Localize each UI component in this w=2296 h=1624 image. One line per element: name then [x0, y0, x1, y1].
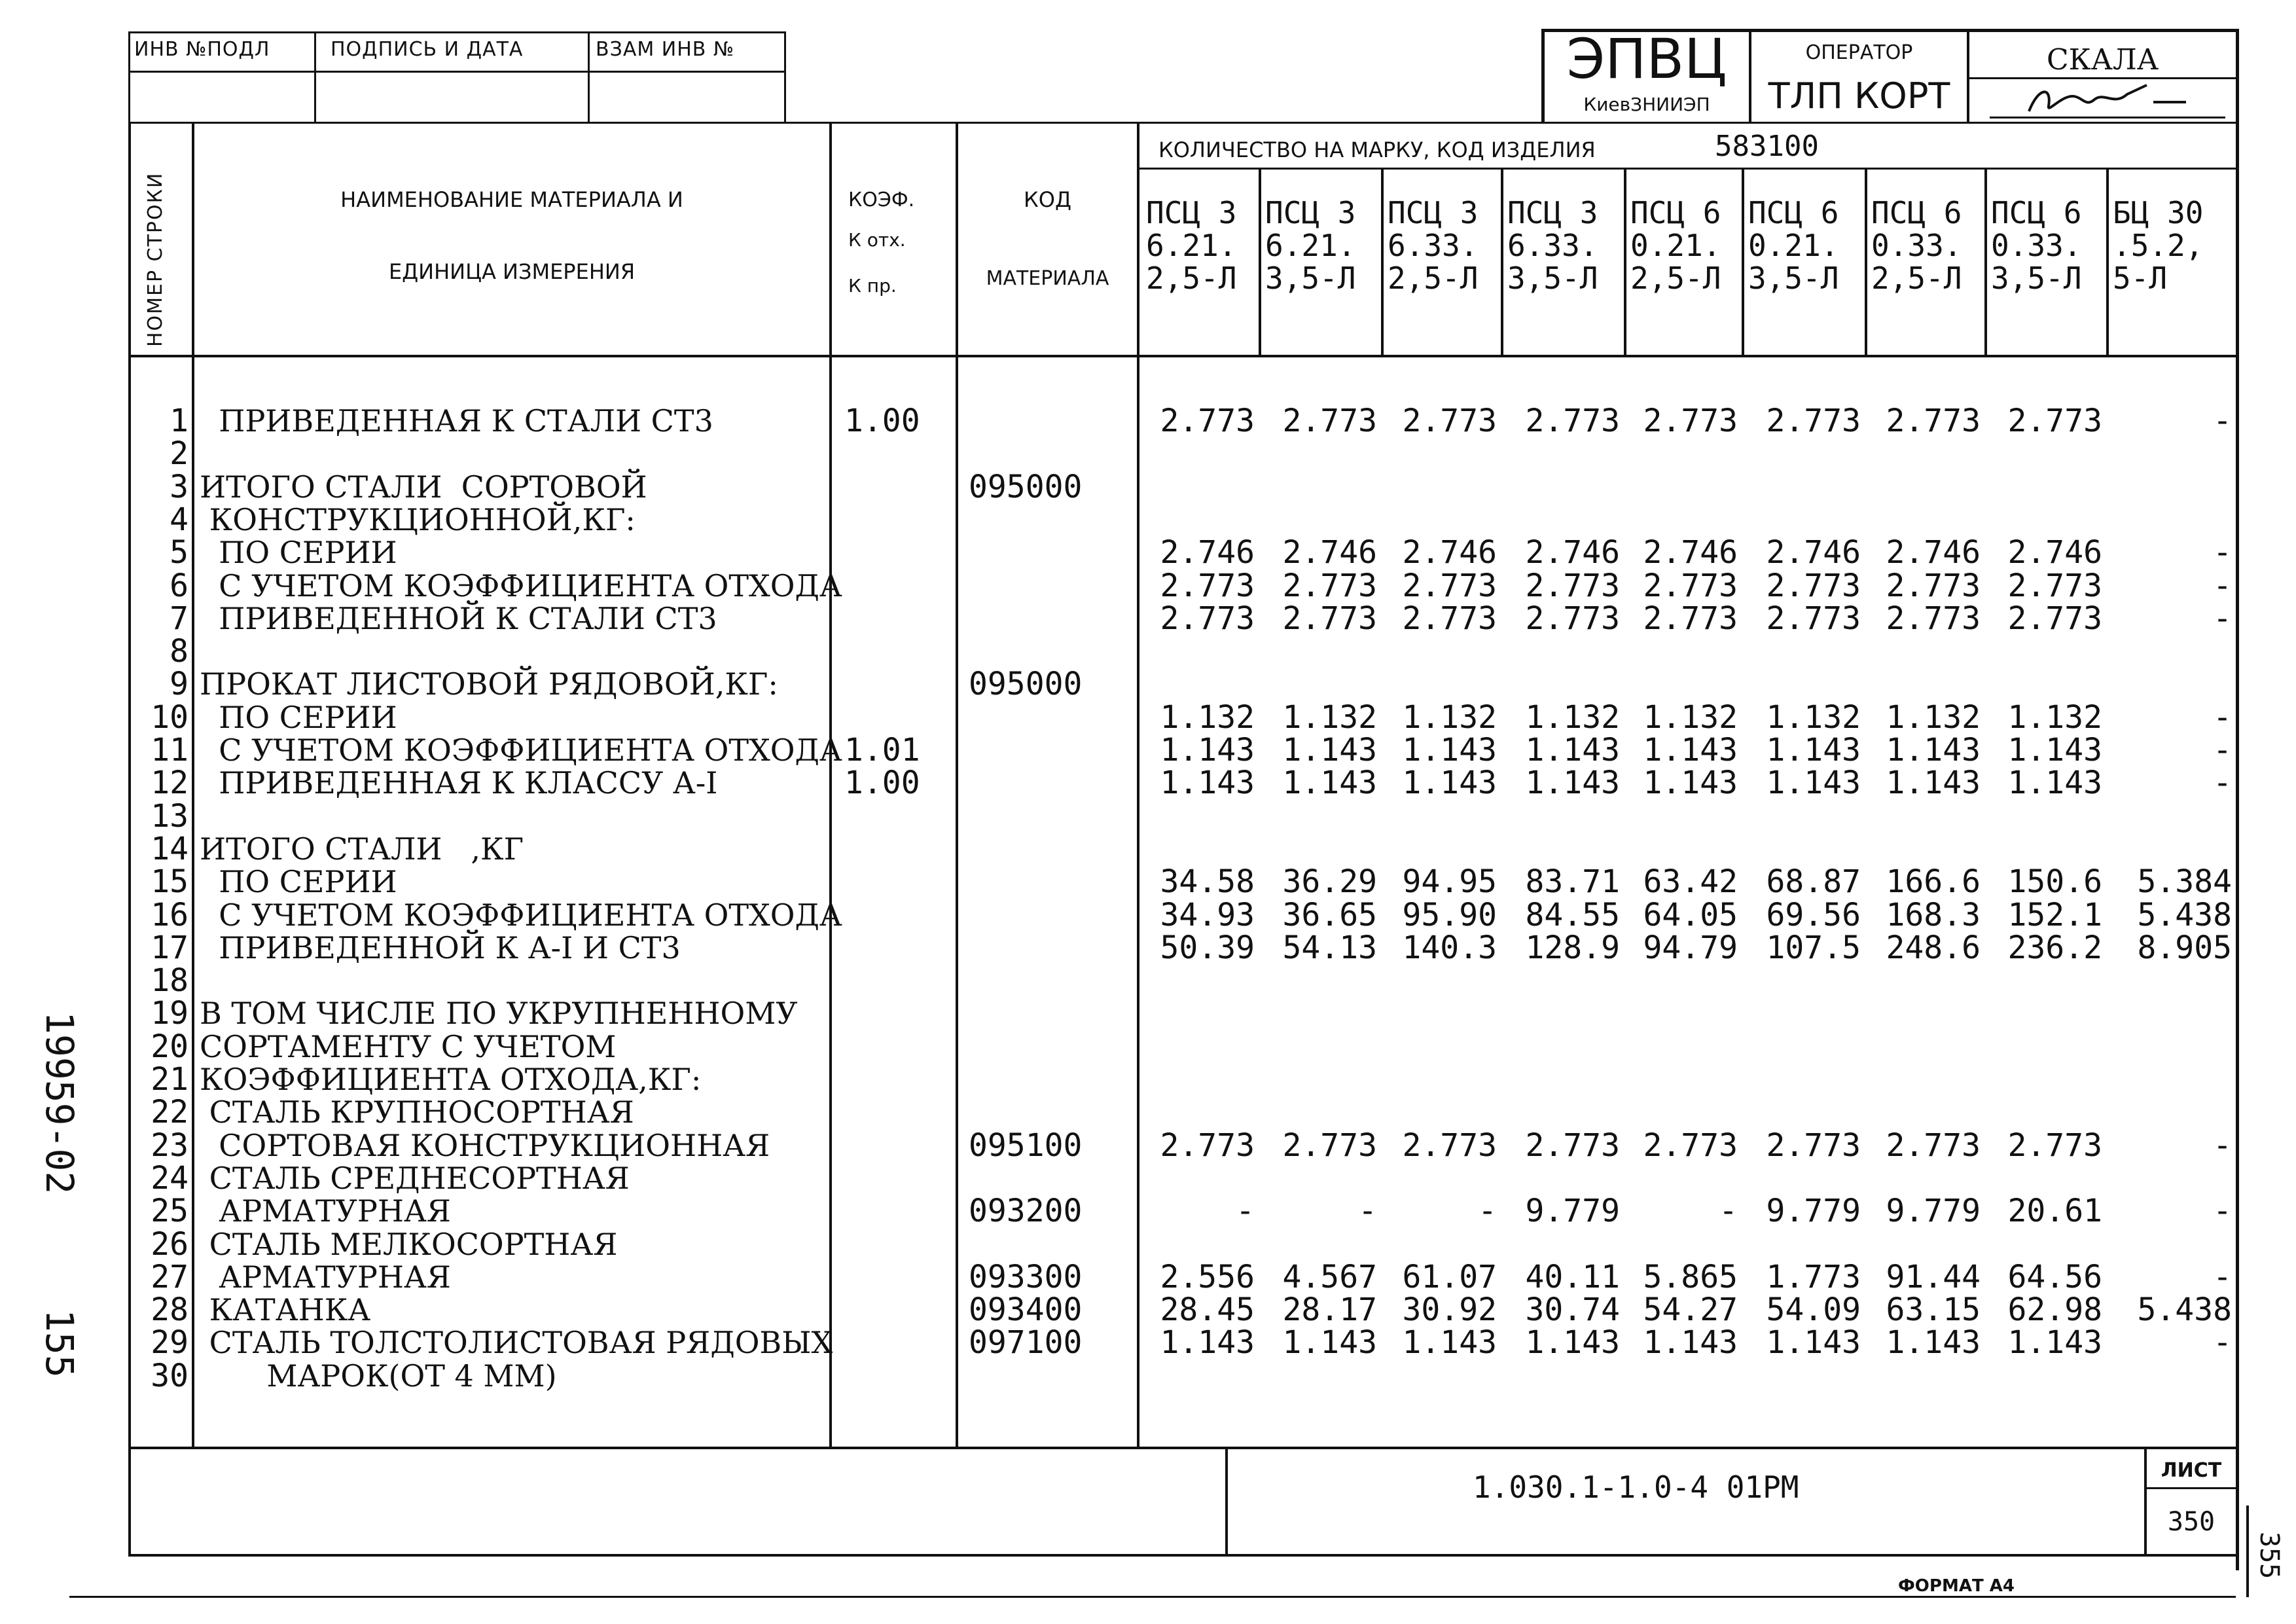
coef-header-3: К пр. — [848, 275, 897, 297]
quantity-value: - — [2213, 1259, 2232, 1295]
product-column-header: 2,5-Л — [1146, 261, 1237, 296]
quantity-value: 2.746 — [1282, 534, 1377, 571]
quantity-value: 2.746 — [1766, 534, 1861, 571]
quantity-value: 40.11 — [1525, 1259, 1620, 1295]
product-column-header: 3,5-Л — [1507, 261, 1598, 296]
quantity-value: 2.773 — [1282, 1127, 1377, 1164]
product-column-header: 0.21. — [1748, 228, 1839, 263]
quantity-value: 1.143 — [2007, 765, 2102, 801]
quantity-value: 2.773 — [1886, 403, 1981, 439]
quantity-value: 5.438 — [2137, 1291, 2232, 1328]
quantity-value: 36.65 — [1282, 897, 1377, 933]
margin-document-code: 19959-02 — [37, 1011, 82, 1195]
row-number: 25 — [151, 1193, 188, 1229]
quantity-value: 2.773 — [2007, 403, 2102, 439]
material-name: В ТОМ ЧИСЛЕ ПО УКРУПНЕННОМУ — [200, 996, 798, 1031]
quantity-value: 1.132 — [1766, 699, 1861, 736]
material-name: ПРИВЕДЕННАЯ К СТАЛИ СТ3 — [200, 403, 713, 439]
coefficient: 1.01 — [844, 732, 920, 768]
row-number: 21 — [151, 1061, 188, 1098]
quantity-value: 54.09 — [1766, 1291, 1861, 1328]
row-number: 7 — [170, 600, 188, 637]
material-code: 095000 — [969, 666, 1083, 702]
material-name: СОРТАМЕНТУ С УЧЕТОМ — [200, 1029, 617, 1064]
row-number: 29 — [151, 1324, 188, 1361]
row-number: 15 — [151, 863, 188, 900]
quantity-value: 2.773 — [1766, 568, 1861, 604]
quantity-value: 1.143 — [1886, 732, 1981, 768]
quantity-value: 2.773 — [2007, 1127, 2102, 1164]
product-column-header: 2,5-Л — [1871, 261, 1962, 296]
quantity-value: 62.98 — [2007, 1291, 2102, 1328]
org-name: ЭПВЦ — [1566, 27, 1727, 91]
quantity-value: 91.44 — [1886, 1259, 1981, 1295]
margin-page-number: 155 — [37, 1309, 82, 1378]
material-name: КАТАНКА — [200, 1292, 371, 1327]
quantity-value: 34.58 — [1160, 863, 1255, 900]
quantity-value: 2.773 — [1160, 568, 1255, 604]
material-name: С УЧЕТОМ КОЭФФИЦИЕНТА ОТХОДА — [200, 732, 842, 768]
quantity-value: 2.773 — [2007, 600, 2102, 637]
quantity-value: 107.5 — [1766, 929, 1861, 966]
quantity-value: 1.143 — [1402, 732, 1497, 768]
product-column-header: ПСЦ 6 — [1748, 195, 1839, 230]
quantity-value: 1.143 — [1160, 732, 1255, 768]
quantity-value: 2.773 — [1766, 403, 1861, 439]
material-code: 093300 — [969, 1259, 1083, 1295]
quantity-value: 1.143 — [1525, 765, 1620, 801]
row-number: 23 — [151, 1127, 188, 1164]
row-number: 11 — [151, 732, 188, 768]
row-number: 12 — [151, 765, 188, 801]
quantity-value: 30.74 — [1525, 1291, 1620, 1328]
quantity-value: 1.143 — [1643, 732, 1738, 768]
quantity-value: 2.746 — [2007, 534, 2102, 571]
quantity-value: - — [2213, 732, 2232, 768]
quantity-value: 54.13 — [1282, 929, 1377, 966]
product-column-header: ПСЦ 6 — [1630, 195, 1721, 230]
product-column-header: 0.33. — [1871, 228, 1962, 263]
material-name-header-1: НАИМЕНОВАНИЕ МАТЕРИАЛА И — [340, 187, 683, 212]
row-number: 27 — [151, 1259, 188, 1295]
operator-label: ОПЕРАТОР — [1805, 41, 1913, 64]
product-column-header: ПСЦ 3 — [1146, 195, 1237, 230]
material-code: 093200 — [969, 1193, 1083, 1229]
document-code: 1.030.1-1.0-4 01РМ — [1473, 1470, 1799, 1505]
quantity-value: - — [2213, 699, 2232, 736]
quantity-value: 2.773 — [1886, 600, 1981, 637]
material-name: СТАЛЬ СРЕДНЕСОРТНАЯ — [200, 1161, 630, 1196]
row-number: 14 — [151, 831, 188, 867]
material-name: ПО СЕРИИ — [200, 700, 397, 735]
row-number: 4 — [170, 501, 188, 538]
row-number: 6 — [170, 568, 188, 604]
quantity-value: 1.143 — [1643, 765, 1738, 801]
quantity-value: 28.45 — [1160, 1291, 1255, 1328]
signature-line — [1990, 117, 2225, 118]
product-column-header: 6.33. — [1507, 228, 1598, 263]
quantity-value: 2.773 — [1643, 568, 1738, 604]
quantity-value: 1.143 — [1402, 765, 1497, 801]
material-name: АРМАТУРНАЯ — [200, 1259, 451, 1295]
quantity-value: 2.773 — [1886, 1127, 1981, 1164]
material-code: 097100 — [969, 1324, 1083, 1361]
row-number: 2 — [170, 435, 188, 472]
quantity-value: 2.773 — [1402, 1127, 1497, 1164]
quantity-value: 1.132 — [1160, 699, 1255, 736]
material-name: АРМАТУРНАЯ — [200, 1193, 451, 1229]
material-name: ПРИВЕДЕННАЯ К КЛАССУ А-I — [200, 765, 718, 801]
quantity-value: 2.746 — [1525, 534, 1620, 571]
quantity-value: 2.773 — [1282, 600, 1377, 637]
product-column-header: 3,5-Л — [1991, 261, 2082, 296]
quantity-value: 1.132 — [1525, 699, 1620, 736]
quantity-value: 1.143 — [1525, 732, 1620, 768]
quantity-value: 1.143 — [1160, 1324, 1255, 1361]
quantity-value: 2.773 — [1160, 403, 1255, 439]
quantity-value: - — [1719, 1193, 1738, 1229]
quantity-value: 2.773 — [1766, 1127, 1861, 1164]
quantity-value: 248.6 — [1886, 929, 1981, 966]
quantity-value: 150.6 — [2007, 863, 2102, 900]
quantity-value: 61.07 — [1402, 1259, 1497, 1295]
quantity-value: 5.438 — [2137, 897, 2232, 933]
quantity-value: 2.773 — [1402, 600, 1497, 637]
signature — [2022, 80, 2219, 117]
quantity-value: 9.779 — [1886, 1193, 1981, 1229]
quantity-value: 1.132 — [1886, 699, 1981, 736]
quantity-value: - — [1358, 1193, 1377, 1229]
quantity-value: 1.132 — [2007, 699, 2102, 736]
row-number: 18 — [151, 962, 188, 999]
quantity-value: 2.746 — [1160, 534, 1255, 571]
row-number: 20 — [151, 1028, 188, 1065]
coefficient: 1.00 — [844, 403, 920, 439]
product-column-header: 5-Л — [2113, 261, 2168, 296]
material-code: 095000 — [969, 469, 1083, 505]
product-column-header: .5.2, — [2113, 228, 2204, 263]
quantity-value: 1.132 — [1643, 699, 1738, 736]
quantity-value: - — [2213, 1127, 2232, 1164]
quantity-value: 1.143 — [1282, 732, 1377, 768]
product-column-header: 6.21. — [1146, 228, 1237, 263]
edge-page-number: 355 — [2254, 1532, 2284, 1579]
quantity-value: 1.143 — [1643, 1324, 1738, 1361]
quantity-value: 2.746 — [1643, 534, 1738, 571]
product-column-header: ПСЦ 3 — [1507, 195, 1598, 230]
stamp-inv-podl: ИНВ №ПОДЛ — [134, 38, 270, 61]
quantity-value: 94.95 — [1402, 863, 1497, 900]
quantity-value: 128.9 — [1525, 929, 1620, 966]
row-number: 30 — [151, 1358, 188, 1394]
quantity-value: 1.143 — [1282, 765, 1377, 801]
product-column-header: 6.21. — [1265, 228, 1356, 263]
quantity-value: 1.773 — [1766, 1259, 1861, 1295]
row-number: 24 — [151, 1160, 188, 1197]
material-name: МАРОК(ОТ 4 ММ) — [200, 1358, 557, 1394]
quantity-value: 2.773 — [1525, 403, 1620, 439]
material-name: СТАЛЬ МЕЛКОСОРТНАЯ — [200, 1227, 618, 1262]
row-number: 5 — [170, 534, 188, 571]
row-number: 8 — [170, 633, 188, 670]
material-name: ИТОГО СТАЛИ СОРТОВОЙ — [200, 469, 647, 505]
quantity-value: 1.143 — [1160, 765, 1255, 801]
quantity-value: 2.773 — [1525, 600, 1620, 637]
quantity-value: - — [2213, 600, 2232, 637]
quantity-value: 4.567 — [1282, 1259, 1377, 1295]
quantity-value: 64.05 — [1643, 897, 1738, 933]
quantity-value: 2.773 — [1160, 1127, 1255, 1164]
row-number: 1 — [170, 403, 188, 439]
row-number: 16 — [151, 897, 188, 933]
quantity-value: 69.56 — [1766, 897, 1861, 933]
quantity-value: - — [2213, 568, 2232, 604]
quantity-value: 9.779 — [1525, 1193, 1620, 1229]
quantity-value: 140.3 — [1402, 929, 1497, 966]
quantity-value: 83.71 — [1525, 863, 1620, 900]
quantity-value: 2.773 — [1282, 568, 1377, 604]
stamp-podpis-data: ПОДПИСЬ И ДАТА — [331, 38, 524, 61]
quantity-value: 2.773 — [2007, 568, 2102, 604]
quantity-value: 28.17 — [1282, 1291, 1377, 1328]
quantity-value: 84.55 — [1525, 897, 1620, 933]
quantity-value: 50.39 — [1160, 929, 1255, 966]
quantity-value: 2.746 — [1402, 534, 1497, 571]
quantity-value: 2.773 — [1402, 403, 1497, 439]
quantity-value: 64.56 — [2007, 1259, 2102, 1295]
product-column-header: 6.33. — [1388, 228, 1479, 263]
product-column-header: ПСЦ 6 — [1871, 195, 1962, 230]
quantity-value: 152.1 — [2007, 897, 2102, 933]
quantity-value: 2.773 — [1160, 600, 1255, 637]
quantity-value: - — [1478, 1193, 1497, 1229]
code-header-2: МАТЕРИАЛА — [986, 266, 1109, 290]
quantity-value: 2.773 — [1525, 1127, 1620, 1164]
material-name: ПРИВЕДЕННОЙ К СТАЛИ СТ3 — [200, 601, 717, 636]
quantity-value: 2.773 — [1402, 568, 1497, 604]
quantity-value: 68.87 — [1766, 863, 1861, 900]
product-column-header: 3,5-Л — [1265, 261, 1356, 296]
quantity-value: 236.2 — [2007, 929, 2102, 966]
quantity-value: 54.27 — [1643, 1291, 1738, 1328]
quantity-value: 2.773 — [1643, 1127, 1738, 1164]
material-name: СТАЛЬ КРУПНОСОРТНАЯ — [200, 1094, 634, 1130]
quantity-value: 5.865 — [1643, 1259, 1738, 1295]
quantity-value: 1.143 — [2007, 1324, 2102, 1361]
quantity-value: - — [2213, 1324, 2232, 1361]
row-number: 19 — [151, 995, 188, 1032]
org-subname: КиевЗНИИЭП — [1583, 93, 1710, 115]
quantity-value: 1.143 — [1525, 1324, 1620, 1361]
row-number: 13 — [151, 798, 188, 835]
quantity-value: 2.773 — [1643, 600, 1738, 637]
format-label: ФОРМАТ А4 — [1898, 1576, 2015, 1596]
quantity-value: - — [2213, 1193, 2232, 1229]
product-column-header: ПСЦ 3 — [1388, 195, 1479, 230]
product-code: 583100 — [1715, 130, 1819, 163]
product-column-header: БЦ 30 — [2113, 195, 2204, 230]
sheet-label: ЛИСТ — [2161, 1458, 2222, 1482]
material-name: КОЭФФИЦИЕНТА ОТХОДА,КГ: — [200, 1062, 702, 1097]
quantity-value: 8.905 — [2137, 929, 2232, 966]
quantity-value: 2.773 — [1525, 568, 1620, 604]
material-code: 093400 — [969, 1291, 1083, 1328]
quantity-value: 20.61 — [2007, 1193, 2102, 1229]
operator-value: ТЛП КОРТ — [1768, 75, 1950, 117]
quantity-value: 1.143 — [1886, 1324, 1981, 1361]
quantity-value: 1.143 — [2007, 732, 2102, 768]
quantity-value: 1.143 — [1766, 732, 1861, 768]
row-number-header: НОМЕР СТРОКИ — [144, 171, 167, 347]
row-number: 3 — [170, 469, 188, 505]
row-number: 26 — [151, 1226, 188, 1263]
quantity-value: - — [2213, 403, 2232, 439]
product-column-header: 0.21. — [1630, 228, 1721, 263]
quantity-value: 2.773 — [1766, 600, 1861, 637]
quantity-value: 1.132 — [1402, 699, 1497, 736]
material-name: ПРОКАТ ЛИСТОВОЙ РЯДОВОЙ,КГ: — [200, 666, 778, 702]
material-name: С УЧЕТОМ КОЭФФИЦИЕНТА ОТХОДА — [200, 568, 842, 604]
quantity-value: 2.556 — [1160, 1259, 1255, 1295]
material-name: СОРТОВАЯ КОНСТРУКЦИОННАЯ — [200, 1128, 770, 1163]
product-column-header: ПСЦ 6 — [1991, 195, 2082, 230]
product-column-header: 2,5-Л — [1388, 261, 1479, 296]
material-name: ПО СЕРИИ — [200, 535, 397, 570]
quantity-value: - — [2213, 765, 2232, 801]
material-name: КОНСТРУКЦИОННОЙ,КГ: — [200, 502, 636, 537]
quantity-value: 2.773 — [1282, 403, 1377, 439]
row-number: 9 — [170, 666, 188, 702]
product-column-header: 2,5-Л — [1630, 261, 1721, 296]
coef-header-1: КОЭФ. — [848, 189, 915, 211]
quantity-value: 34.93 — [1160, 897, 1255, 933]
quantity-value: 36.29 — [1282, 863, 1377, 900]
row-number: 22 — [151, 1094, 188, 1130]
quantity-value: 1.143 — [1766, 765, 1861, 801]
quantity-value: 2.746 — [1886, 534, 1981, 571]
quantity-value: 1.143 — [1282, 1324, 1377, 1361]
material-name: ПРИВЕДЕННОЙ К А-I И СТ3 — [200, 930, 681, 965]
quantity-value: - — [1236, 1193, 1255, 1229]
sheet-number: 350 — [2167, 1507, 2215, 1537]
quantity-value: 63.15 — [1886, 1291, 1981, 1328]
material-name: С УЧЕТОМ КОЭФФИЦИЕНТА ОТХОДА — [200, 897, 842, 933]
material-name: ИТОГО СТАЛИ ,КГ — [200, 831, 524, 867]
quantity-value: 30.92 — [1402, 1291, 1497, 1328]
row-number: 17 — [151, 929, 188, 966]
product-column-header: ПСЦ 3 — [1265, 195, 1356, 230]
material-name-header-2: ЕДИНИЦА ИЗМЕРЕНИЯ — [388, 259, 636, 284]
quantity-value: 2.773 — [1643, 403, 1738, 439]
row-number: 28 — [151, 1291, 188, 1328]
quantity-value: 166.6 — [1886, 863, 1981, 900]
quantity-value: 5.384 — [2137, 863, 2232, 900]
product-column-header: 3,5-Л — [1748, 261, 1839, 296]
quantity-value: 1.132 — [1282, 699, 1377, 736]
quantity-value: 94.79 — [1643, 929, 1738, 966]
material-code: 095100 — [969, 1127, 1083, 1164]
product-column-header: 0.33. — [1991, 228, 2082, 263]
stamp-vzam-inv: ВЗАМ ИНВ № — [596, 38, 735, 61]
quantity-header: КОЛИЧЕСТВО НА МАРКУ, КОД ИЗДЕЛИЯ — [1158, 137, 1596, 162]
code-header-1: КОД — [1024, 187, 1071, 212]
quantity-value: 9.779 — [1766, 1193, 1861, 1229]
material-name: СТАЛЬ ТОЛСТОЛИСТОВАЯ РЯДОВЫХ — [200, 1325, 833, 1360]
row-number: 10 — [151, 699, 188, 736]
quantity-value: 95.90 — [1402, 897, 1497, 933]
quantity-value: 1.143 — [1886, 765, 1981, 801]
quantity-value: 2.773 — [1886, 568, 1981, 604]
quantity-value: 1.143 — [1402, 1324, 1497, 1361]
quantity-value: 1.143 — [1766, 1324, 1861, 1361]
coef-header-2: К отх. — [848, 229, 906, 251]
quantity-value: - — [2213, 534, 2232, 571]
coefficient: 1.00 — [844, 765, 920, 801]
material-name: ПО СЕРИИ — [200, 864, 397, 899]
program-name: СКАЛА — [2046, 43, 2159, 77]
quantity-value: 168.3 — [1886, 897, 1981, 933]
quantity-value: 63.42 — [1643, 863, 1738, 900]
